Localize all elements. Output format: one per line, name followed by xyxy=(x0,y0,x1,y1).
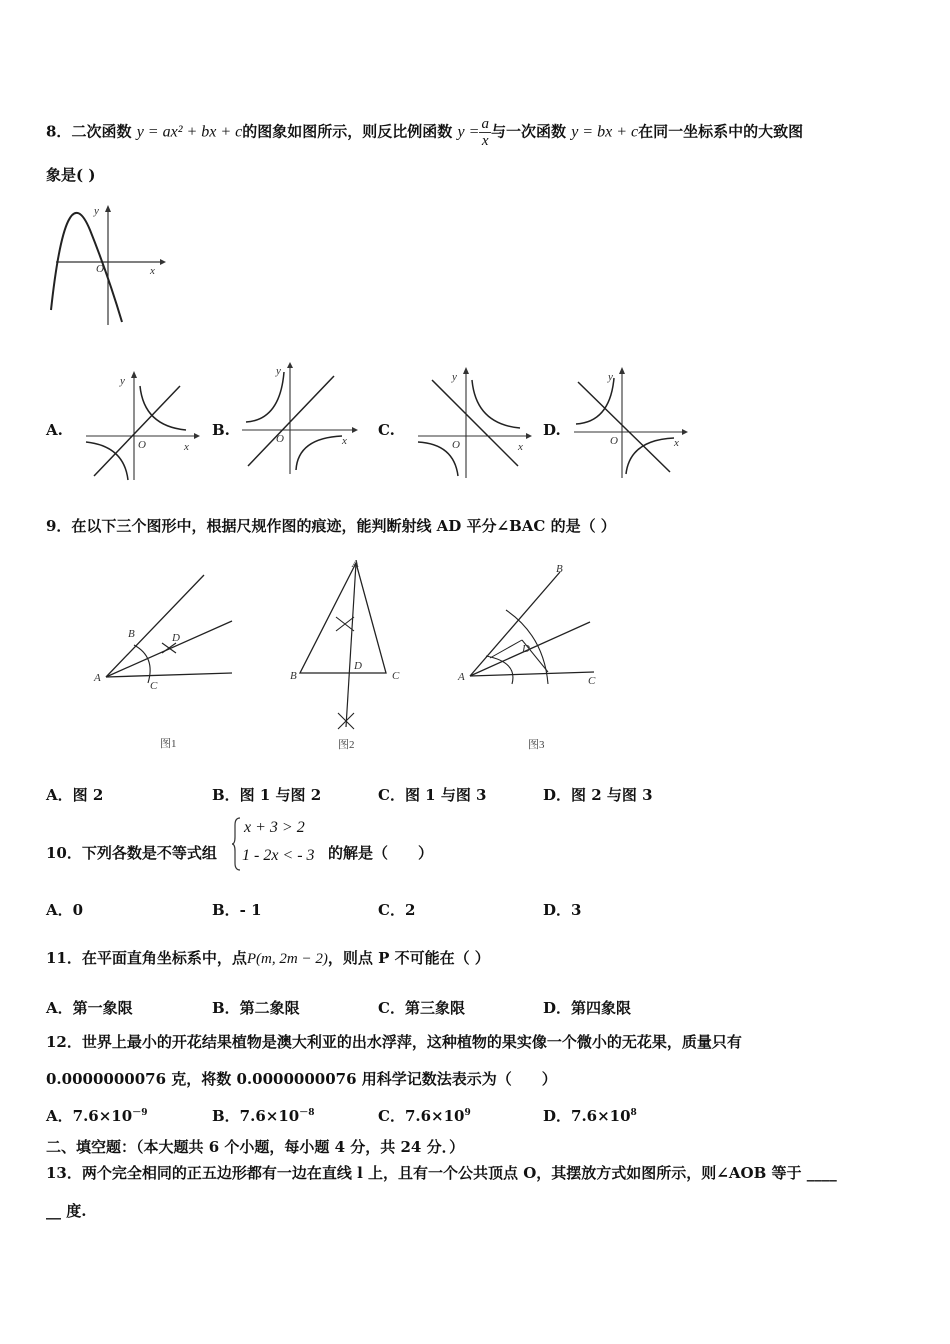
section-2-heading: 二、填空题：（本大题共 6 个小题，每小题 4 分，共 24 分．） xyxy=(46,1138,465,1156)
svg-text:x: x xyxy=(518,441,523,453)
q8-option-d[interactable]: D. xyxy=(543,421,561,439)
q8-option-d-graph xyxy=(570,366,695,481)
q10-brace xyxy=(232,817,242,871)
svg-text:y: y xyxy=(276,365,281,377)
q12-option-b[interactable]: B．$7.6\times 10^{-8}$ xyxy=(212,1107,315,1125)
q11-option-d[interactable]: D．第四象限 xyxy=(543,999,632,1017)
svg-text:B: B xyxy=(556,563,563,575)
svg-text:D: D xyxy=(172,632,180,644)
q9-figure-3-caption: 图3 xyxy=(528,739,545,751)
svg-text:A: A xyxy=(352,558,359,570)
q9-figure-2-caption: 图2 xyxy=(338,739,355,751)
q10-option-c[interactable]: C．2 xyxy=(378,901,416,919)
q9-figure-3 xyxy=(456,562,616,752)
svg-text:C: C xyxy=(392,670,400,682)
q11-option-c[interactable]: C．第三象限 xyxy=(378,999,465,1017)
q8-linear-equation: y = bx + c xyxy=(571,123,639,141)
q9-option-d[interactable]: D．图 2 与图 3 xyxy=(543,786,653,804)
q8-stem-line2: 象是( ) xyxy=(46,166,96,184)
q8-option-a[interactable]: A. xyxy=(46,421,63,439)
q8-parabola-figure xyxy=(48,200,168,330)
q13-stem-line2: __ 度. xyxy=(46,1202,87,1220)
svg-text:x: x xyxy=(674,437,679,449)
q12-option-c[interactable]: C．$7.6\times 10^9$ xyxy=(378,1107,471,1125)
svg-text:O: O xyxy=(96,263,104,275)
svg-text:O: O xyxy=(610,435,618,447)
svg-text:D: D xyxy=(354,660,362,672)
svg-text:y: y xyxy=(94,205,99,217)
q10-inequality-1: x + 3 > 2 xyxy=(244,819,305,836)
q11-option-b[interactable]: B．第二象限 xyxy=(212,999,300,1017)
svg-text:C: C xyxy=(588,675,596,687)
q11-stem: 11．在平面直角坐标系中，点P(m, 2m − 2)，则点 P 不可能在（ ） xyxy=(46,949,490,967)
q10-option-b[interactable]: B．- 1 xyxy=(212,901,262,919)
svg-text:A: A xyxy=(94,672,101,684)
svg-text:A: A xyxy=(458,671,465,683)
q12-stem-line2: 0.0000000076 克，将数 0.0000000076 用科学记数法表示为（ ） xyxy=(46,1070,557,1088)
q8-option-a-graph xyxy=(82,368,202,483)
q10-stem: 10．下列各数是不等式组 xyxy=(46,844,217,862)
q13-stem-line1: 13．两个完全相同的正五边形都有一边在直线 l 上，且有一个公共顶点 O，其摆放方式如图所示，则∠AOB 等于 ____ xyxy=(46,1164,837,1182)
svg-text:x: x xyxy=(184,441,189,453)
q10-option-a[interactable]: A．0 xyxy=(46,901,84,919)
q9-option-c[interactable]: C．图 1 与图 3 xyxy=(378,786,487,804)
svg-text:O: O xyxy=(276,433,284,445)
q9-option-b[interactable]: B．图 1 与图 2 xyxy=(212,786,322,804)
svg-text:y: y xyxy=(120,375,125,387)
q12-stem-line1: 12．世界上最小的开花结果植物是澳大利亚的出水浮萍，这种植物的果实像一个微小的无花果，质量只有 xyxy=(46,1033,742,1051)
q8-option-c-graph xyxy=(414,366,539,481)
q8-inverse-y: y = xyxy=(457,123,480,141)
q12-option-a[interactable]: A．$7.6\times 10^{-9}$ xyxy=(46,1107,148,1125)
q8-option-b[interactable]: B. xyxy=(212,421,230,439)
svg-text:x: x xyxy=(150,265,155,277)
q12-option-d[interactable]: D．$7.6\times 10^8$ xyxy=(543,1107,637,1125)
q11-option-a[interactable]: A．第一象限 xyxy=(46,999,133,1017)
q8-option-b-graph xyxy=(238,362,363,477)
svg-text:B: B xyxy=(290,670,297,682)
q10-stem-tail: 的解是（ ） xyxy=(328,844,434,862)
q9-stem: 9．在以下三个图形中，根据尺规作图的痕迹，能判断射线 AD 平分∠BAC 的是（ ） xyxy=(46,517,616,535)
q9-figure-1-caption: 图1 xyxy=(160,738,177,750)
svg-text:O: O xyxy=(452,439,460,451)
q10-option-d[interactable]: D．3 xyxy=(543,901,582,919)
q9-figure-1 xyxy=(90,565,240,755)
svg-text:x: x xyxy=(342,435,347,447)
q8-fraction: $\frac{a}{x}$ xyxy=(481,116,489,149)
svg-text:y: y xyxy=(608,371,613,383)
q8-stem-line1: 8．二次函数 y = ax² + bx + c的图象如图所示，则反比例函数 y = $\frac{a}{x}$ 与一次函数 y = bx + c在同一坐标系中的大致图 xyxy=(46,116,804,149)
svg-text:y: y xyxy=(452,371,457,383)
q9-figure-2 xyxy=(286,555,416,755)
q9-option-a[interactable]: A．图 2 xyxy=(46,786,104,804)
q8-option-c[interactable]: C. xyxy=(378,421,395,439)
svg-text:O: O xyxy=(138,439,146,451)
svg-text:B: B xyxy=(128,628,135,640)
q10-inequality-2: 1 - 2x < - 3 xyxy=(242,847,315,864)
svg-text:D: D xyxy=(522,643,530,655)
q11-point: P(m, 2m − 2) xyxy=(246,951,328,967)
q8-quadratic-equation: y = ax² + bx + c xyxy=(136,123,243,141)
svg-text:C: C xyxy=(150,680,158,692)
